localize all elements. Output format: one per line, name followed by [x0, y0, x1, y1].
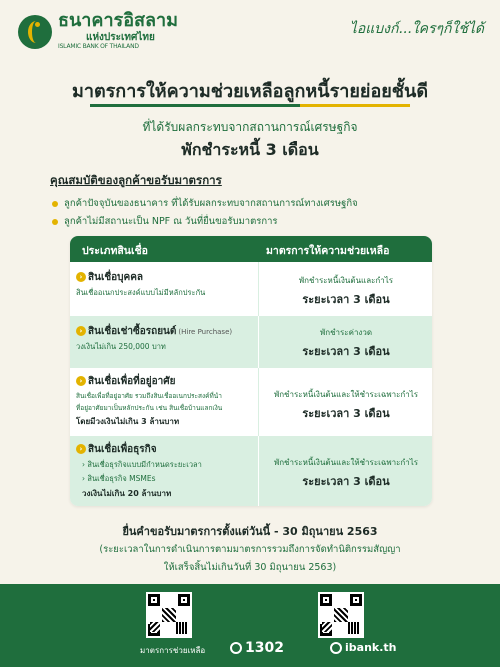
chevron-right-icon: › [76, 444, 86, 454]
row-detail: สินเชื่ออเนกประสงค์แบบไม่มีหลักประกัน [76, 288, 206, 297]
qr-code-icon[interactable] [318, 592, 364, 638]
table-row [70, 436, 432, 506]
criteria-heading: คุณสมบัติของลูกค้าขอรับมาตรการ [50, 173, 222, 187]
website-link[interactable]: ibank.th [330, 641, 396, 654]
table-row [70, 316, 432, 368]
row-title: › สินเชื่อบุคคล [76, 270, 254, 285]
table-header-type: ประเภทสินเชื่อ [82, 245, 148, 257]
title-underline [90, 104, 410, 107]
table-header-measure: มาตรการให้ความช่วยเหลือ [266, 245, 390, 257]
header [0, 0, 500, 62]
slogan: ไอแบงก์...ใครๆก็ใช้ได้ [349, 21, 484, 37]
page-title: มาตรการให้ความช่วยเหลือลูกหนี้รายย่อยชั้นดี [71, 81, 429, 102]
row-title: › สินเชื่อเพื่อที่อยู่อาศัย [76, 374, 254, 389]
measures-table [70, 236, 432, 506]
chevron-right-icon: › [76, 376, 86, 386]
bullet-icon [52, 219, 58, 225]
row-detail: › สินเชื่อธุรกิจแบบมีกำหนดระยะเวลา [82, 460, 202, 469]
title-underline-accent [300, 104, 410, 107]
row-title: › สินเชื่อเช่าซื้อรถยนต์ (Hire Purchase) [76, 324, 254, 339]
deadline-note: ยื่นคำขอรับมาตรการตั้งแต่วันนี้ - 30 มิถุนายน 2563 [122, 525, 378, 538]
measure-text: พักชำระหนี้เงินต้นและให้ชำระเฉพาะกำไร [273, 458, 419, 467]
logo-dot [35, 22, 40, 27]
criteria-item-text: ลูกค้าปัจจุบันของธนาคาร ที่ได้รับผลกระทบจากสถานการณ์ทางเศรษฐกิจ [64, 198, 358, 209]
measure-period: ระยะเวลา 3 เดือน [302, 345, 390, 358]
criteria-item [52, 214, 278, 229]
row-detail: › สินเชื่อธุรกิจ MSMEs [82, 474, 156, 483]
chevron-right-icon: › [76, 272, 86, 282]
bank-logo-icon [18, 15, 52, 49]
measure-period: ระยะเวลา 3 เดือน [302, 407, 390, 420]
measure-period: ระยะเวลา 3 เดือน [302, 293, 390, 306]
table-header [70, 236, 432, 262]
criteria-item [52, 196, 358, 211]
row-detail: วงเงินไม่เกิน 20 ล้านบาท [82, 489, 172, 498]
deadline-subnote: (ระยะเวลาในการดำเนินการตามมาตรการรวมถึงการจัดทำนิติกรรมสัญญา [99, 544, 401, 555]
bank-name-sub: แห่งประเทศไทย [86, 32, 155, 43]
table-row [70, 368, 432, 436]
bank-name-en: ISLAMIC BANK OF THAILAND [58, 43, 139, 50]
measure-text: พักชำระหนี้เงินต้นและให้ชำระเฉพาะกำไร [273, 390, 419, 399]
row-detail: ที่อยู่อาศัยมาเป็นหลักประกัน เช่น สินเชื่อบ้านแลกเงิน [76, 404, 223, 412]
table-row [70, 262, 432, 316]
page-subtitle: ที่ได้รับผลกระทบจากสถานการณ์เศรษฐกิจ [142, 120, 358, 134]
deadline-subnote: ให้เสร็จสิ้นไม่เกินวันที่ 30 มิถุนายน 2563) [163, 562, 337, 573]
bank-name: ธนาคารอิสลาม [58, 10, 179, 31]
measure-period: ระยะเวลา 3 เดือน [302, 475, 390, 488]
row-detail: สินเชื่อเพื่อที่อยู่อาศัย รวมถึงสินเชื่ออเนกประสงค์ที่นำ [76, 392, 222, 400]
bullet-icon [52, 201, 58, 207]
page-headline: พักชำระหนี้ 3 เดือน [181, 140, 319, 159]
chevron-right-icon: › [76, 326, 86, 336]
phone-contact[interactable]: 1302 [230, 640, 284, 656]
measure-text: พักชำระหนี้เงินต้นและกำไร [298, 276, 394, 285]
contact-bar [0, 584, 500, 667]
row-title: › สินเชื่อเพื่อธุรกิจ [76, 442, 254, 457]
row-detail: โดยมีวงเงินไม่เกิน 3 ล้านบาท [76, 417, 180, 426]
measure-text: พักชำระค่างวด [319, 328, 373, 337]
row-badge: (Hire Purchase) [178, 328, 233, 336]
row-detail: วงเงินไม่เกิน 250,000 บาท [76, 342, 166, 351]
phone-icon [230, 642, 242, 654]
criteria-item-text: ลูกค้าไม่มีสถานะเป็น NPF ณ วันที่ยื่นขอรับมาตรการ [64, 216, 278, 227]
qr-label: มาตรการช่วยเหลือ [140, 646, 206, 655]
qr-code-icon[interactable] [146, 592, 192, 638]
globe-icon [330, 642, 342, 654]
